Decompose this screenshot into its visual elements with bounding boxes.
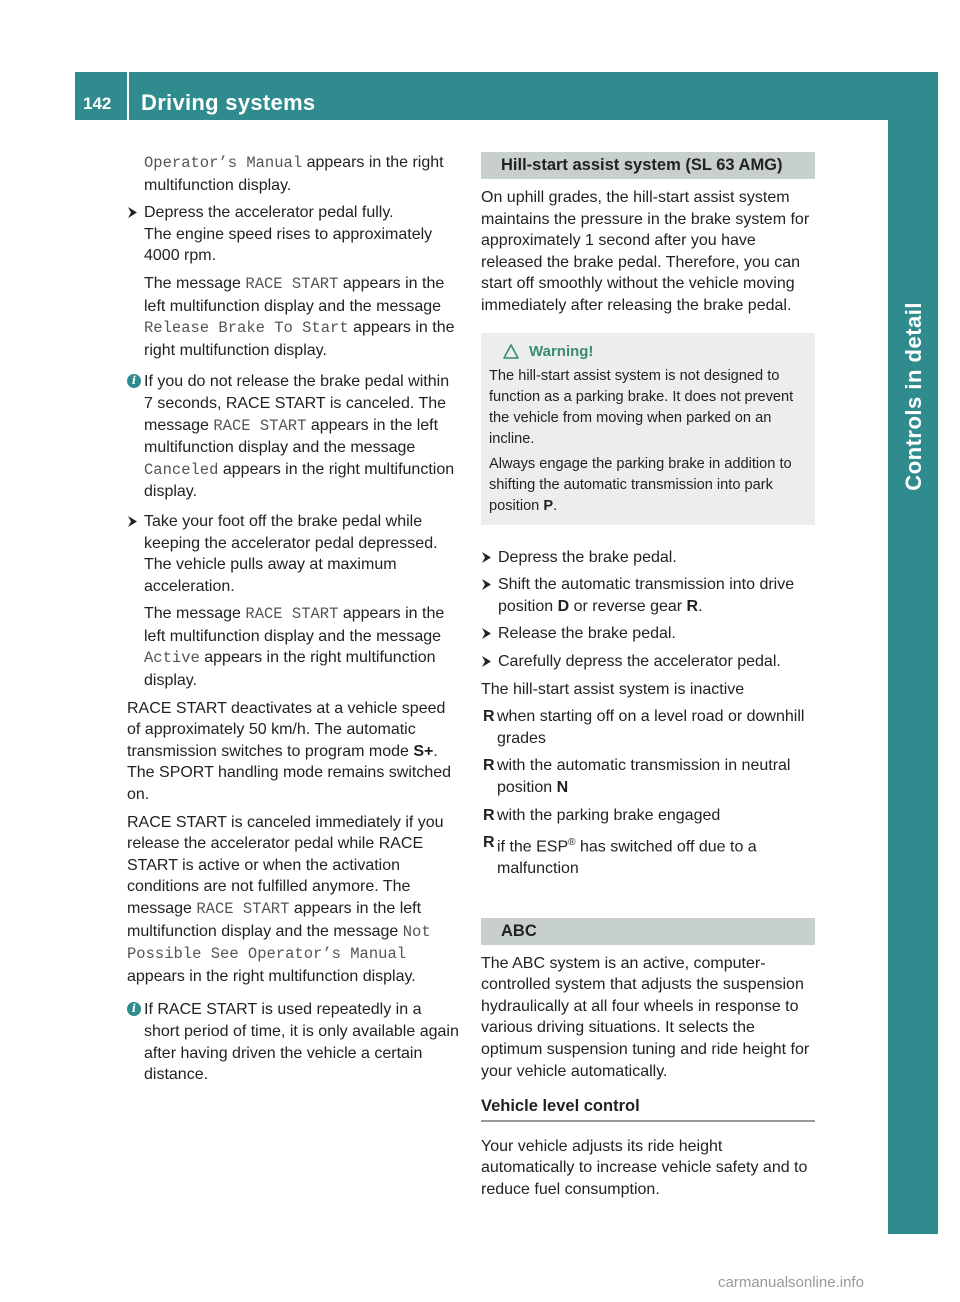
step-arrow-icon <box>127 515 138 528</box>
step-item <box>481 574 815 617</box>
text: appears in the left multifunction display and the message <box>144 416 439 457</box>
text: The message <box>144 605 246 623</box>
bullet-marker: R <box>483 757 495 775</box>
text: or reverse gear <box>569 597 687 615</box>
display-message: RACE START <box>196 900 290 918</box>
step-item <box>481 547 815 569</box>
list-item <box>481 805 815 827</box>
text: . <box>553 497 558 514</box>
display-message: Operator’s Manual <box>144 154 303 172</box>
step-text: Depress the brake pedal. <box>498 548 677 566</box>
step-text: Carefully depress the accelerator pedal. <box>498 652 781 670</box>
text: appears in the left multifunction display and the message <box>144 605 445 645</box>
display-message: Release Brake To Start <box>144 319 349 338</box>
page-header <box>75 72 888 120</box>
page-number: 142 <box>83 94 112 113</box>
text: with the parking brake engaged <box>497 806 721 824</box>
text: appears in the left multifunction display and the message <box>127 900 422 940</box>
warning-box <box>481 333 815 525</box>
step-text: Release the brake pedal. <box>498 625 676 643</box>
text: appears in the left multifunction display and the message <box>144 274 445 315</box>
warning-label: Warning! <box>529 342 594 360</box>
display-message: RACE START <box>245 274 339 293</box>
text: with the automatic transmission in neutral position <box>497 757 791 796</box>
continuation-paragraph <box>127 152 461 196</box>
warning-text: The hill-start assist system is not designed to function as a parking brake. It does not prevent the vehicle from moving when parked on an incline. <box>489 367 794 447</box>
gear-position: P <box>543 497 554 514</box>
display-message: Active <box>144 649 200 668</box>
info-note <box>127 999 461 1085</box>
step-result: The engine speed rises to approximately 4000 rpm. <box>144 225 433 265</box>
step-arrow-icon <box>481 551 492 564</box>
step-item <box>127 511 461 692</box>
display-message: Not Possible See Operator’s Manual <box>127 922 431 964</box>
section-heading: Hill-start assist system (SL 63 AMG) <box>481 152 815 179</box>
text: If RACE START is used repeatedly in a short period of time, it is only available again after having driven the vehicle a certain distance. <box>144 1001 459 1084</box>
step-item <box>481 623 815 645</box>
left-column <box>127 152 461 1094</box>
info-icon: i <box>127 1002 141 1016</box>
text: Always engage the parking brake in addition to shifting the automatic transmission into park position <box>489 455 792 514</box>
watermark: carmanualsonline.info <box>718 1274 864 1291</box>
step-item <box>481 651 815 673</box>
bullet-marker: R <box>483 708 495 726</box>
step-text: Take your foot off the brake pedal while keeping the accelerator pedal depressed. The vehicle pulls away at maximum acceleration. <box>144 512 438 595</box>
text: appears in the right multifunction display. <box>144 319 455 359</box>
text: appears in the right multifunction display. <box>144 649 436 690</box>
gear-position: R <box>686 597 699 615</box>
step-text: Depress the accelerator pedal fully. <box>144 204 394 222</box>
text: . The SPORT handling mode remains switched on. <box>127 742 452 804</box>
text: appears in the right multifunction display. <box>127 967 416 985</box>
warning-title <box>489 341 807 362</box>
gear-position: N <box>556 778 569 796</box>
step-arrow-icon <box>481 655 492 668</box>
display-message: RACE START <box>213 416 307 435</box>
step-item <box>127 202 461 361</box>
display-message: Canceled <box>144 460 219 479</box>
text: when starting off on a level road or downhill grades <box>497 708 805 747</box>
text: The message <box>144 274 246 292</box>
list-item <box>481 832 815 880</box>
step-message <box>144 603 461 691</box>
body-paragraph: Your vehicle adjusts its ride height automatically to increase vehicle safety and to reduce fuel consumption. <box>481 1137 808 1198</box>
header-divider <box>127 72 129 120</box>
text: RACE START is canceled immediately if you release the accelerator pedal while RACE START is active or when the activation conditions are not fulfilled anymore. The message <box>127 813 444 917</box>
text: RACE START deactivates at a vehicle speed of approximately 50 km/h. The automatic transmission switches to program mode <box>127 699 446 760</box>
step-arrow-icon <box>481 578 492 591</box>
body-paragraph: On uphill grades, the hill-start assist system maintains the pressure in the brake system for approximately 1 second after you have released the brake pedal. Therefore, you can start off smoothly without the vehicle moving immediately after releasing the brake pedal. <box>481 189 810 314</box>
paragraph-text: appears in the right multifunction display. <box>144 154 444 194</box>
text: Shift the automatic transmission into drive position <box>498 576 795 615</box>
info-note <box>127 371 461 503</box>
subsection-heading: Vehicle level control <box>481 1096 815 1122</box>
gear-position: D <box>557 597 570 615</box>
registered-mark: ® <box>568 837 576 849</box>
display-message: RACE START <box>245 605 339 624</box>
program-mode: S+ <box>413 742 434 760</box>
warning-text <box>489 454 807 517</box>
text: . <box>698 597 703 615</box>
step-message <box>144 273 461 361</box>
section-heading: ABC <box>481 918 815 945</box>
warning-triangle-icon <box>503 344 519 359</box>
step-arrow-icon <box>481 627 492 640</box>
side-tab-label: Controls in detail <box>901 302 926 491</box>
body-paragraph <box>127 812 461 988</box>
side-tab <box>888 72 938 1234</box>
text: If you do not release the brake pedal within 7 seconds, RACE START is canceled. The message <box>144 373 450 434</box>
right-column <box>481 152 815 1207</box>
list-item <box>481 755 815 798</box>
body-paragraph <box>127 698 461 806</box>
side-tab-label-wrap <box>888 302 938 802</box>
text: has switched off due to a malfunction <box>497 838 757 878</box>
body-paragraph: The hill-start assist system is inactive <box>481 680 745 698</box>
body-paragraph: The ABC system is an active, computer-controlled system that adjusts the suspension hydraulically at all four wheels in response to various driving situations. It selects the optimum suspension tuning and ride height for your vehicle automatically. <box>481 954 810 1080</box>
info-icon: i <box>127 374 141 388</box>
bullet-marker: R <box>483 806 495 824</box>
text: appears in the right multifunction display. <box>144 460 455 501</box>
bullet-marker: R <box>483 834 495 852</box>
section-title: Driving systems <box>141 90 316 115</box>
list-item <box>481 706 815 749</box>
step-arrow-icon <box>127 206 138 219</box>
text: if the ESP <box>497 838 569 856</box>
